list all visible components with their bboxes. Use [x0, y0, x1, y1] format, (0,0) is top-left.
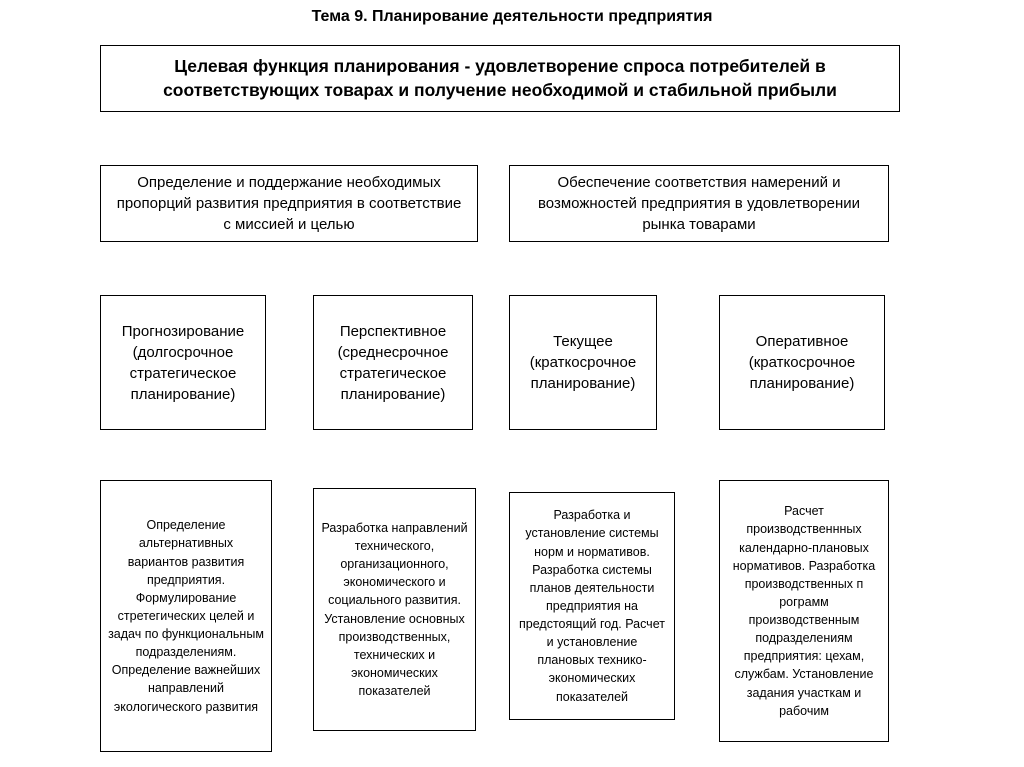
plan-type-forecasting-box: Прогнозирование (долгосрочное стратегическое планирование) [100, 295, 266, 430]
task-market-box: Обеспечение соответствия намерений и возможностей предприятия в удовлетворении рынка товарами [509, 165, 889, 242]
goal-function-box: Целевая функция планирования - удовлетворение спроса потребителей в соответствующих товарах и получение необходимой и стабильной прибыли [100, 45, 900, 112]
plan-type-current-box: Текущее (краткосрочное планирование) [509, 295, 657, 430]
plan-type-operational-box: Оперативное (краткосрочное планирование) [719, 295, 885, 430]
plan-detail-operational-box: Расчет производственнных календарно-плановых нормативов. Разработка производственных п рограмм производственным подразделениям предприятия: цехам, службам. Установление задания участкам и рабочим [719, 480, 889, 742]
plan-type-perspective-box: Перспективное (среднесрочное стратегическое планирование) [313, 295, 473, 430]
diagram-title: Тема 9. Планирование деятельности предприятия [311, 8, 713, 25]
plan-detail-current-box: Разработка и установление системы норм и нормативов. Разработка системы планов деятельности предприятия на предстоящий год. Расчет и установление плановых технико-экономических показателей [509, 492, 675, 720]
plan-detail-forecasting-box: Определение альтернативных вариантов развития предприятия. Формулирование стретегических целей и задач по функциональным подразделениям. Определение важнейших направлений экологического развития [100, 480, 272, 752]
plan-detail-perspective-box: Разработка направлений технического, организационного, экономического и социального развития. Установление основных производственных, технических и экономических показателей [313, 488, 476, 731]
task-proportions-box: Определение и поддержание необходимых пропорций развития предприятия в соответствие с миссией и целью [100, 165, 478, 242]
